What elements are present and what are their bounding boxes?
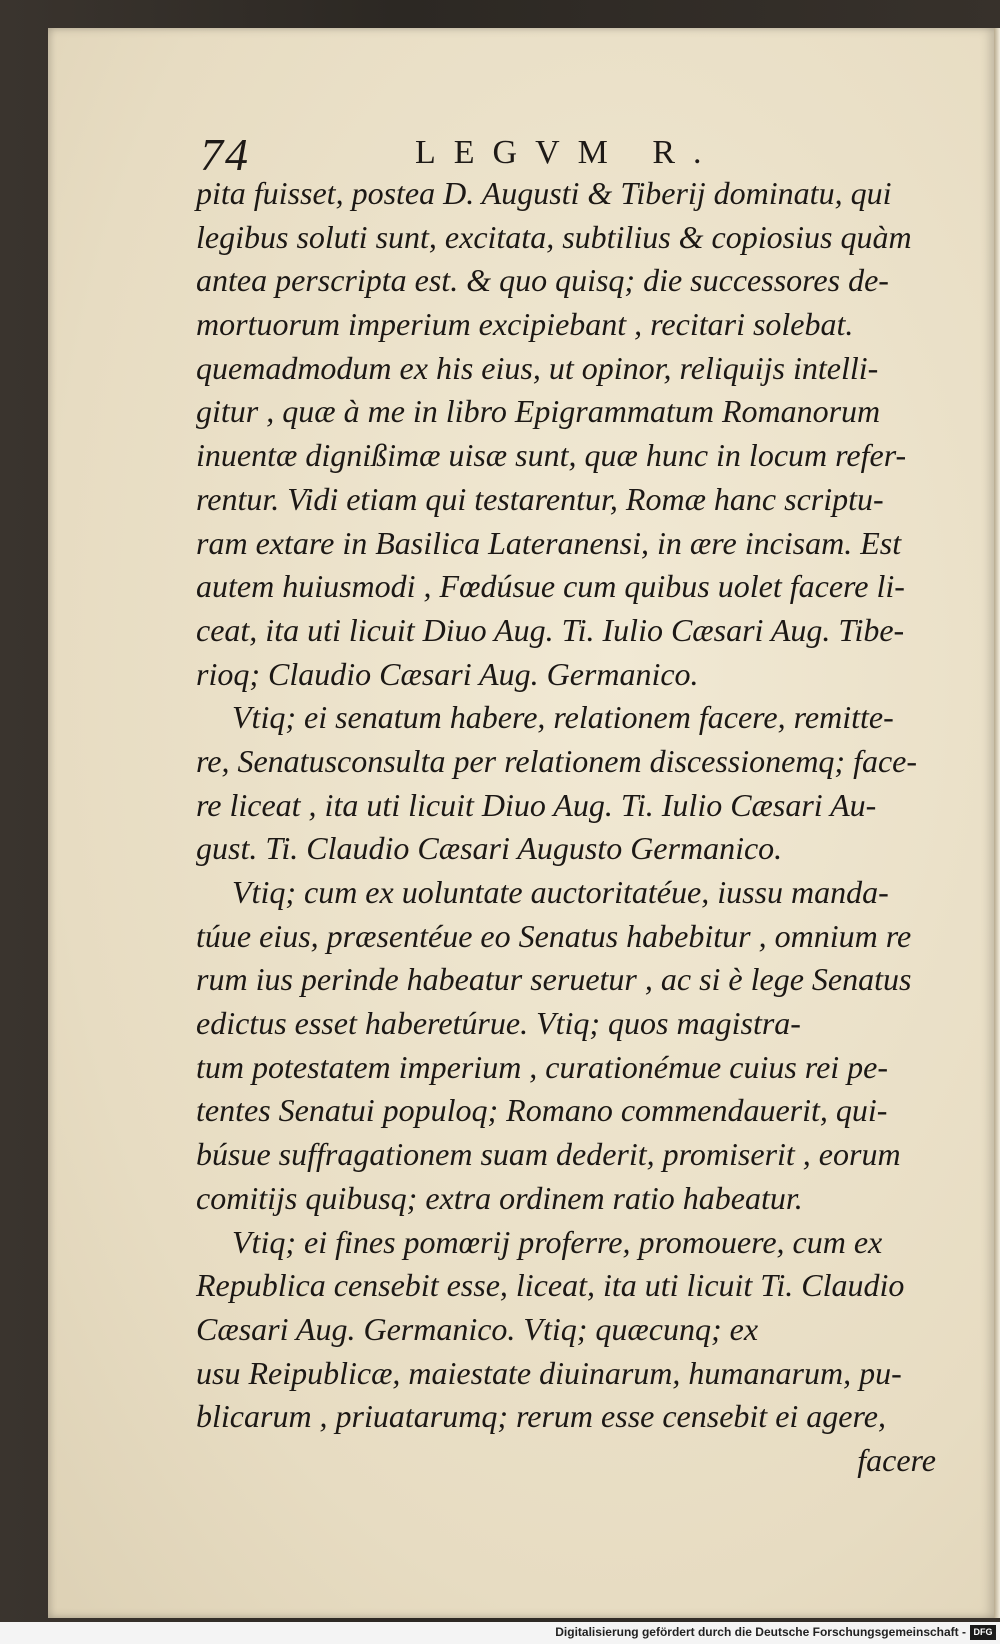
digitization-footer <box>0 1622 1000 1644</box>
text-line: mortuorum imperium excipiebant , recitari solebat. <box>196 306 854 343</box>
text-line: pita fuisset, postea D. Augusti & Tiberij dominatu, qui <box>196 175 892 211</box>
text-line: Republica censebit esse, liceat, ita uti licuit Ti. Claudio <box>196 1267 905 1304</box>
text-line: comitijs quibusq; extra ordinem ratio habeatur. <box>196 1179 803 1216</box>
text-line: Vtiq; cum ex uoluntate auctoritatéue, iussu manda- <box>232 874 889 910</box>
text-line: inuentæ dignißimæ uisæ sunt, quæ hunc in locum refer- <box>196 437 907 474</box>
text-line: tum potestatem imperium , curationémue cuius rei pe- <box>196 1048 889 1085</box>
catchword: facere <box>857 1441 936 1478</box>
text-line: túue eius, præsentéue eo Senatus habebitur , omnium re <box>196 917 912 954</box>
page-edge <box>994 28 1000 1618</box>
text-line: legibus soluti sunt, excitata, subtilius & copiosius quàm <box>196 218 912 255</box>
text-line: búsue suffragationem suam dederit, promiserit , eorum <box>196 1136 901 1173</box>
body-text <box>196 172 936 1483</box>
text-line: ram extare in Basilica Lateranensi, in ære incisam. Est <box>196 524 902 561</box>
text-line: quemadmodum ex his eius, ut opinor, reliquijs intelli- <box>196 349 879 386</box>
funding-credit: Digitalisierung gefördert durch die Deutsche Forschungsgemeinschaft - <box>555 1625 966 1639</box>
text-line: gust. Ti. Claudio Cæsari Augusto Germanico. <box>196 830 783 867</box>
text-line: re liceat , ita uti licuit Diuo Aug. Ti. Iulio Cæsari Au- <box>196 786 877 823</box>
page-number: 74 <box>200 129 250 180</box>
text-line: antea perscripta est. & quo quisq; die successores de- <box>196 262 889 299</box>
text-line: rum ius perinde habeatur seruetur , ac si è lege Senatus <box>196 961 912 998</box>
text-line: rioq; Claudio Cæsari Aug. Germanico. <box>196 655 699 692</box>
text-line: blicarum , priuatarumq; rerum esse censebit ei agere, <box>196 1398 886 1435</box>
text-line: edictus esset haberetúrue. Vtiq; quos magistra- <box>196 1005 801 1042</box>
dfg-logo: DFG <box>970 1625 996 1640</box>
text-line: Vtiq; ei fines pomœrij proferre, promouere, cum ex <box>232 1223 883 1260</box>
text-line: usu Reipublicæ, maiestate diuinarum, humanarum, pu- <box>196 1354 902 1391</box>
text-line: Cæsari Aug. Germanico. Vtiq; quæcunq; ex <box>196 1310 759 1347</box>
running-title: LEGVM R. <box>415 134 720 171</box>
text-line: autem huiusmodi , Fœdúsue cum quibus uolet facere li- <box>196 568 905 605</box>
text-line: tentes Senatui populoq; Romano commendauerit, qui- <box>196 1092 888 1129</box>
text-line: gitur , quæ à me in libro Epigrammatum Romanorum <box>196 393 881 430</box>
text-line: rentur. Vidi etiam qui testarentur, Romæ hanc scriptu- <box>196 480 884 517</box>
text-line: re, Senatusconsulta per relationem discessionemq; face- <box>196 742 918 779</box>
text-line: Vtiq; ei senatum habere, relationem facere, remitte- <box>232 699 894 736</box>
text-line: ceat, ita uti licuit Diuo Aug. Ti. Iulio Cæsari Aug. Tibe- <box>196 611 905 648</box>
